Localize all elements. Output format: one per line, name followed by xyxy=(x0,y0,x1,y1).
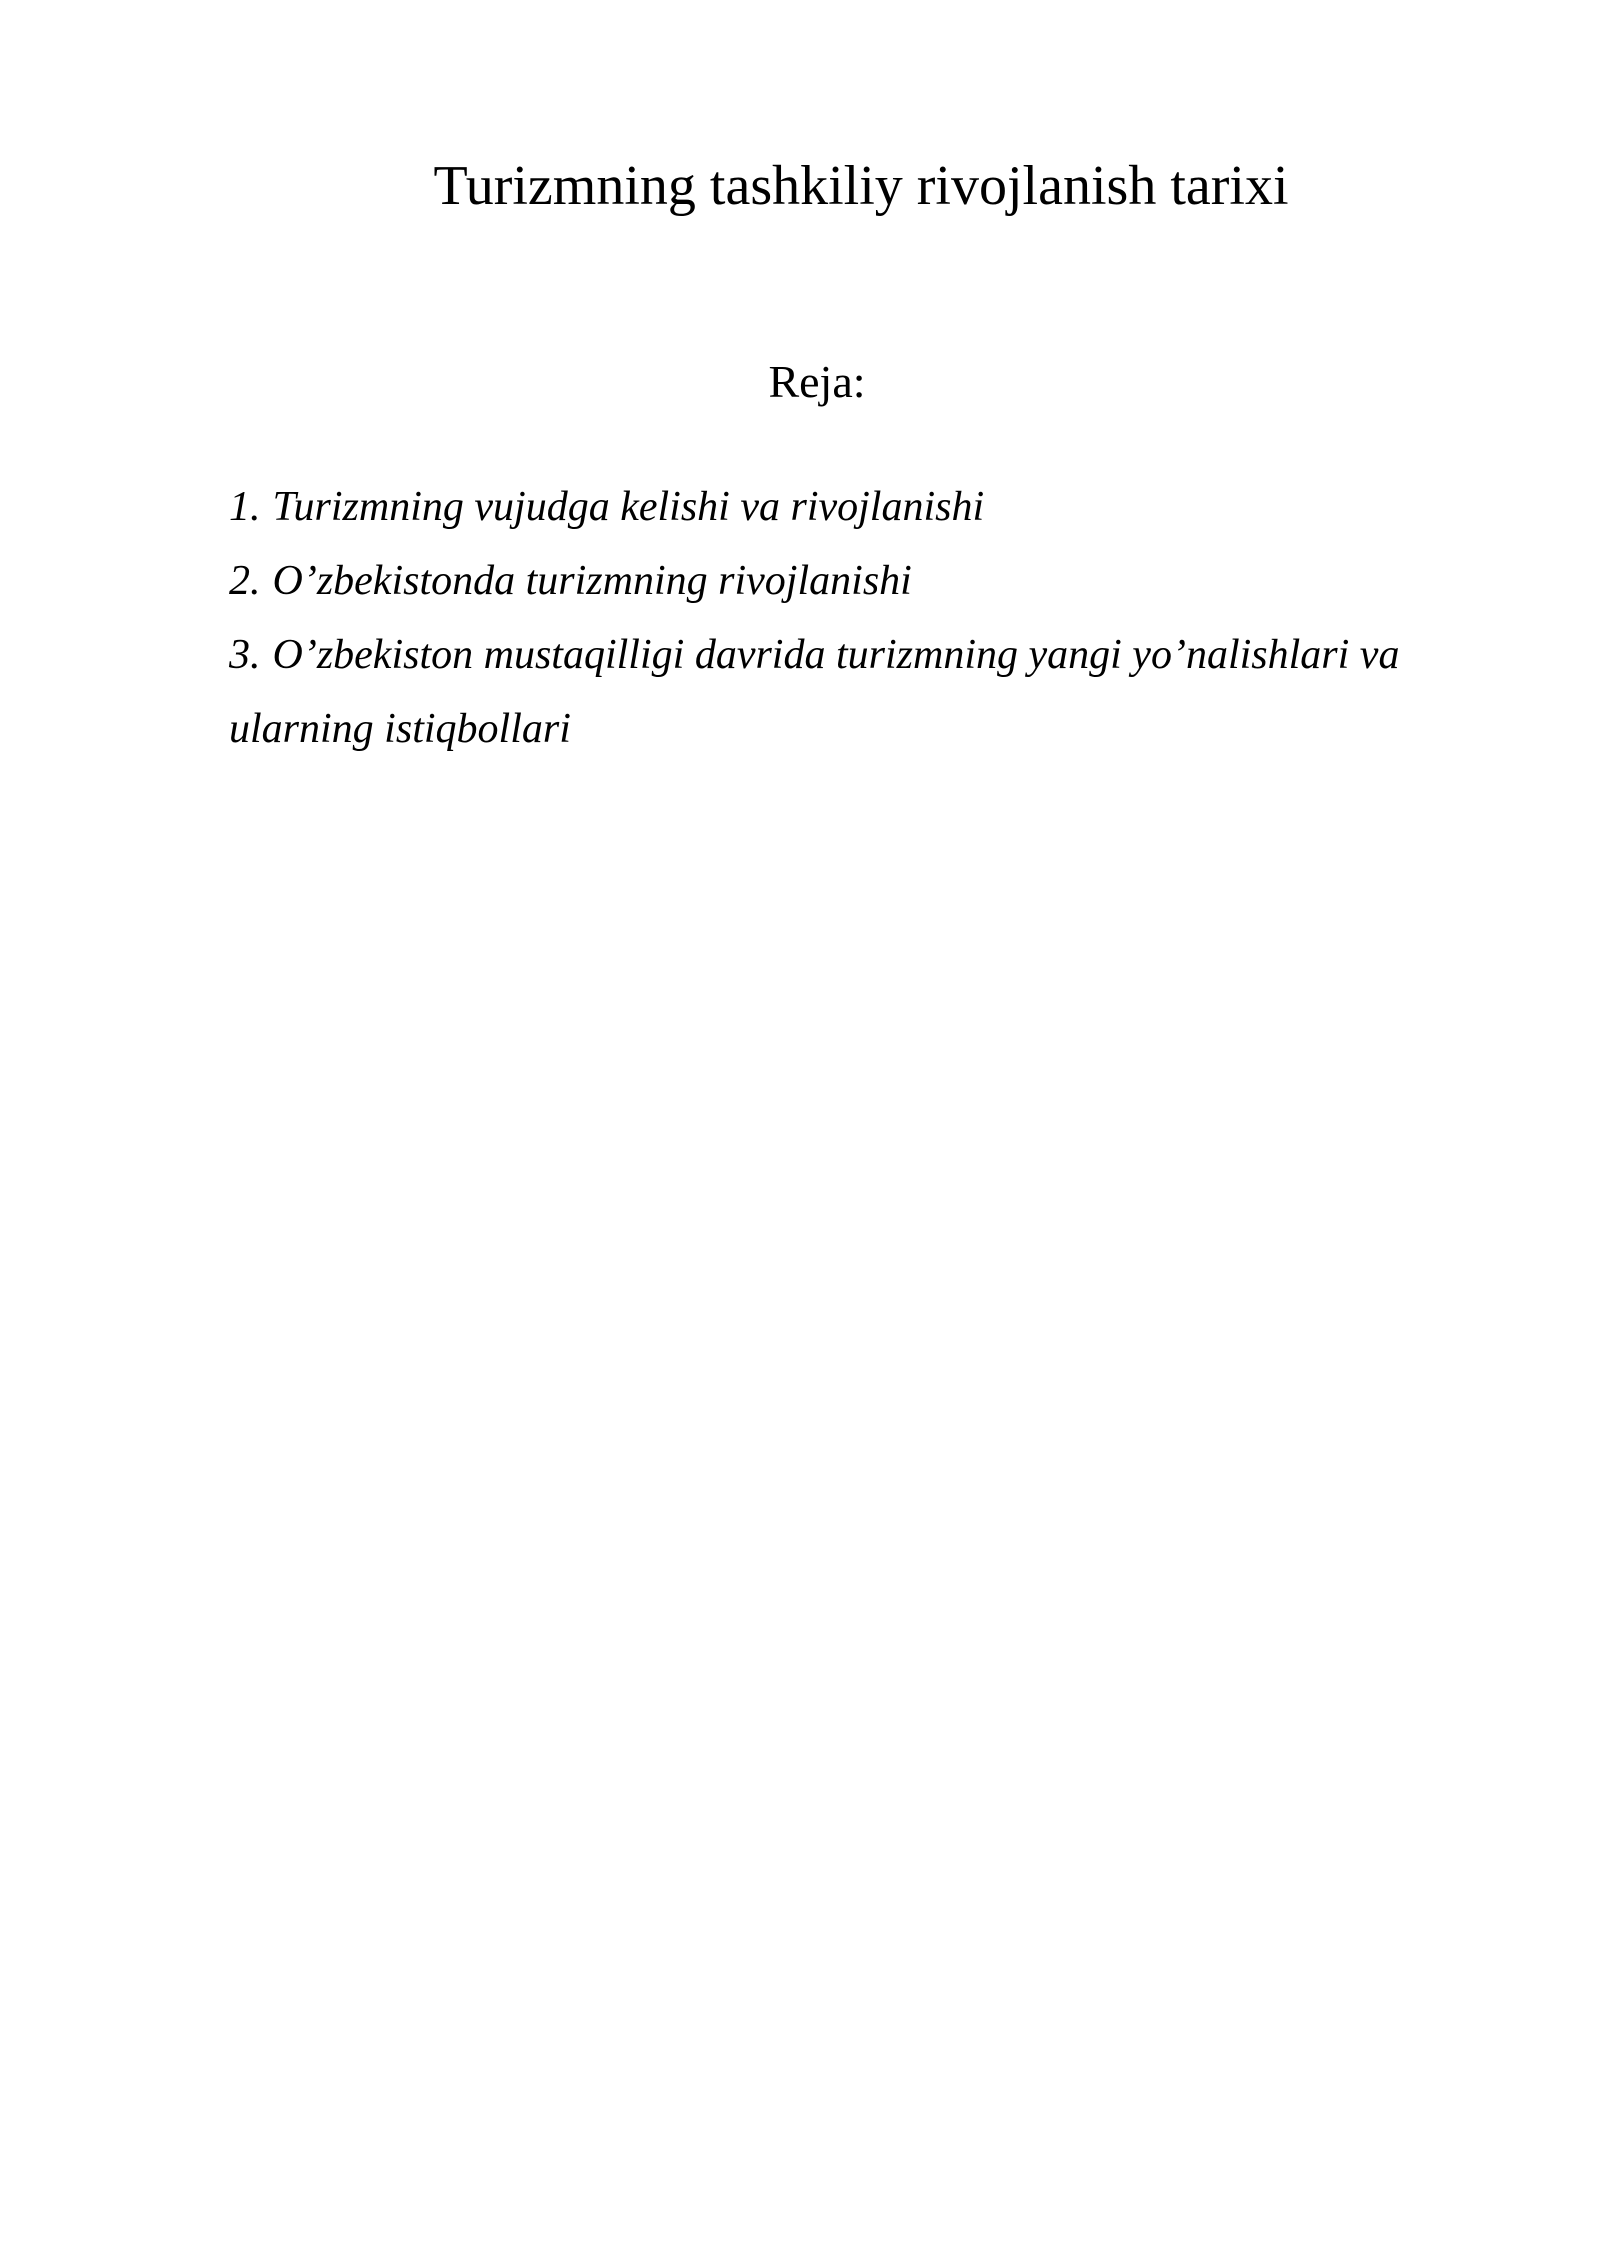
plan-item-number: 3. xyxy=(229,632,261,678)
plan-item xyxy=(229,470,1489,544)
plan-item xyxy=(229,544,1489,618)
plan-heading: Reja: xyxy=(768,356,866,407)
plan-item-number: 1. xyxy=(229,484,261,530)
plan-item-text: Turizmning vujudga kelishi va rivojlanishi xyxy=(272,484,985,530)
plan-item-text: O’zbekiston mustaqilligi davrida turizmning yangi yo’nalishlari va ularning istiqbollari xyxy=(229,632,1400,752)
plan-item xyxy=(229,618,1489,766)
plan-item-number: 2. xyxy=(229,558,261,604)
document-title: Turizmning tashkiliy rivojlanish tarixi xyxy=(433,155,1289,217)
plan-item-text: O’zbekistonda turizmning rivojlanishi xyxy=(272,558,912,604)
plan-list xyxy=(229,470,1489,766)
